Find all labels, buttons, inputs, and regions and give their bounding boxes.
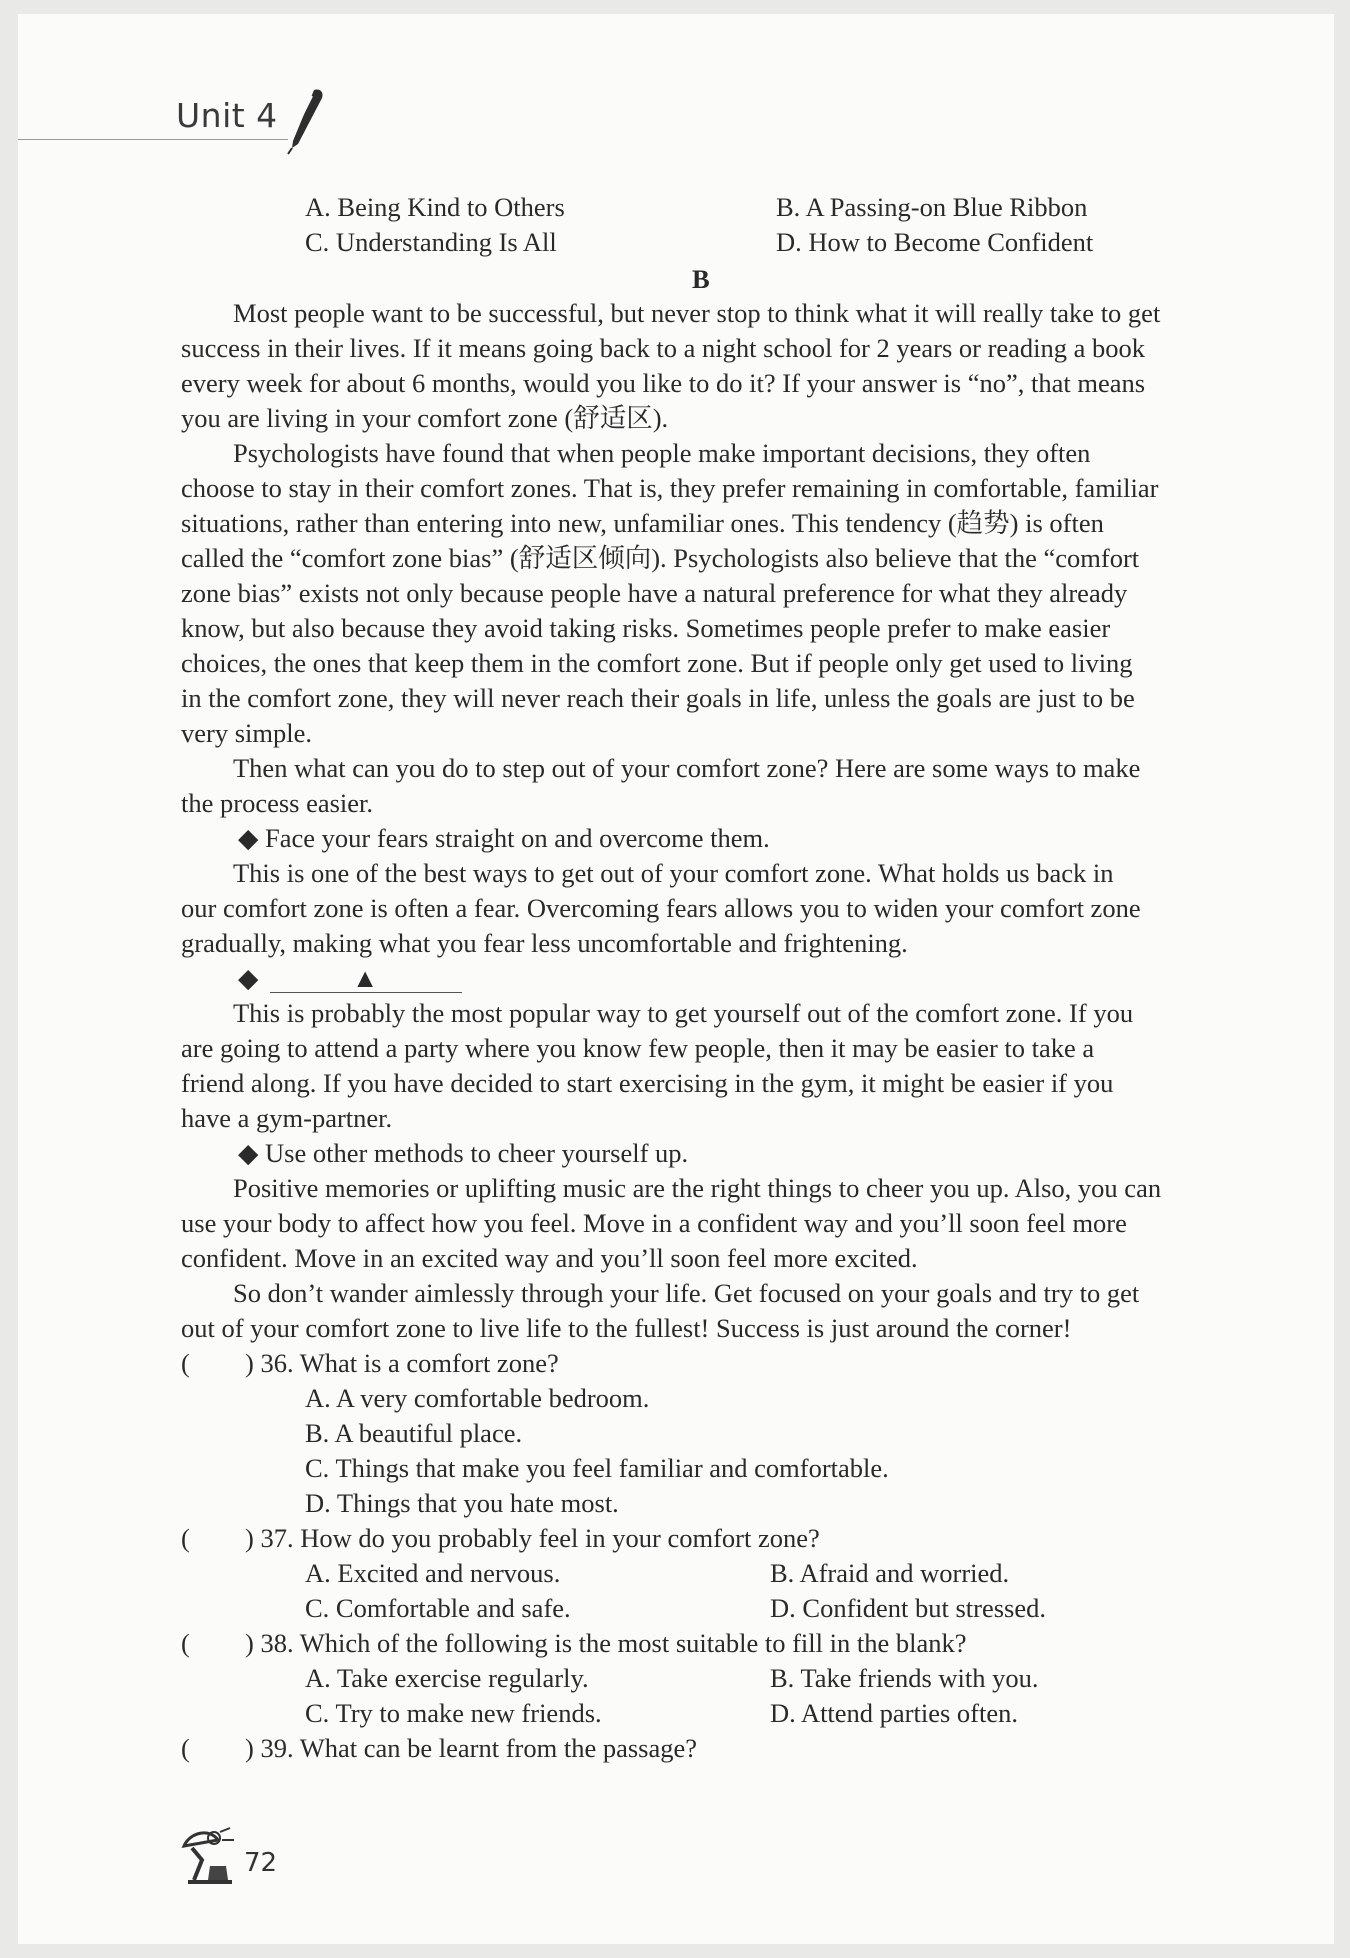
answer-paren: ( <box>181 1733 190 1763</box>
q38-option-c: C. Try to make new friends. <box>305 1698 602 1728</box>
passage-line: This is one of the best ways to get out of your comfort zone. What holds us back in <box>233 858 1114 888</box>
question-39-stem: ) 39. What can be learnt from the passage? <box>245 1733 698 1763</box>
passage-line: friend along. If you have decided to start exercising in the gym, it might be easier if you <box>181 1068 1114 1098</box>
section-heading: B <box>692 264 710 294</box>
bullet-point: ◆ Face your fears straight on and overcome them. <box>238 823 770 853</box>
passage-line: out of your comfort zone to live life to the fullest! Success is just around the corner! <box>181 1313 1072 1343</box>
question-37-stem: ) 37. How do you probably feel in your comfort zone? <box>245 1523 820 1553</box>
passage-line: success in their lives. If it means going back to a night school for 2 years or reading a book <box>181 333 1146 363</box>
fill-in-blank <box>270 992 462 993</box>
q38-option-a: A. Take exercise regularly. <box>305 1663 589 1693</box>
passage-line: called the “comfort zone bias” (舒适区倾向). Psychologists also believe that the “comfort <box>181 543 1140 573</box>
question-38-stem: ) 38. Which of the following is the most suitable to fill in the blank? <box>245 1628 967 1658</box>
q36-option-a: A. A very comfortable bedroom. <box>305 1383 650 1413</box>
answer-paren: ( <box>181 1348 190 1378</box>
blank-marker: ▲ <box>352 963 379 993</box>
q37-option-b: B. Afraid and worried. <box>770 1558 1010 1588</box>
passage-line: have a gym-partner. <box>181 1103 393 1133</box>
pen-icon <box>282 86 328 156</box>
passage-line: confident. Move in an excited way and you’ll soon feel more excited. <box>181 1243 918 1273</box>
q37-option-c: C. Comfortable and safe. <box>305 1593 571 1623</box>
header-divider <box>18 139 288 140</box>
answer-paren: ( <box>181 1523 190 1553</box>
passage-line: This is probably the most popular way to get yourself out of the comfort zone. If you <box>233 998 1134 1028</box>
passage-line: choose to stay in their comfort zones. That is, they prefer remaining in comfortable, familiar <box>181 473 1159 503</box>
passage-line: the process easier. <box>181 788 374 818</box>
passage-line: Most people want to be successful, but never stop to think what it will really take to get <box>233 298 1161 328</box>
passage-line: our comfort zone is often a fear. Overcoming fears allows you to widen your comfort zone <box>181 893 1141 923</box>
passage-line: choices, the ones that keep them in the comfort zone. But if people only get used to living <box>181 648 1133 678</box>
q36-option-d: D. Things that you hate most. <box>305 1488 619 1518</box>
passage-line: gradually, making what you fear less uncomfortable and frightening. <box>181 928 908 958</box>
q38-option-d: D. Attend parties often. <box>770 1698 1019 1728</box>
question-36-stem: ) 36. What is a comfort zone? <box>245 1348 559 1378</box>
passage-line: use your body to affect how you feel. Move in a confident way and you’ll soon feel more <box>181 1208 1127 1238</box>
passage-line: So don’t wander aimlessly through your life. Get focused on your goals and try to get <box>233 1278 1140 1308</box>
passage-line: you are living in your comfort zone (舒适区). <box>181 403 669 433</box>
q37-option-a: A. Excited and nervous. <box>305 1558 561 1588</box>
page-number: 72 <box>244 1848 278 1878</box>
q36-option-c: C. Things that make you feel familiar and comfortable. <box>305 1453 889 1483</box>
prev-option-d: D. How to Become Confident <box>776 227 1094 257</box>
passage-line: know, but also because they avoid taking risks. Sometimes people prefer to make easier <box>181 613 1111 643</box>
prev-option-a: A. Being Kind to Others <box>305 192 565 222</box>
bullet-point-blank: ◆ <box>238 963 259 993</box>
answer-paren: ( <box>181 1628 190 1658</box>
lamp-icon <box>180 1826 240 1886</box>
q36-option-b: B. A beautiful place. <box>305 1418 523 1448</box>
bullet-point: ◆ Use other methods to cheer yourself up. <box>238 1138 689 1168</box>
q38-option-b: B. Take friends with you. <box>770 1663 1039 1693</box>
passage-line: very simple. <box>181 718 312 748</box>
passage-line: zone bias” exists not only because people have a natural preference for what they already <box>181 578 1128 608</box>
passage-line: are going to attend a party where you know few people, then it may be easier to take a <box>181 1033 1095 1063</box>
unit-title: Unit 4 <box>176 96 278 135</box>
passage-line: Positive memories or uplifting music are the right things to cheer you up. Also, you can <box>233 1173 1162 1203</box>
passage-line: Psychologists have found that when people make important decisions, they often <box>233 438 1091 468</box>
passage-line: Then what can you do to step out of your comfort zone? Here are some ways to make <box>233 753 1141 783</box>
passage-line: situations, rather than entering into new, unfamiliar ones. This tendency (趋势) is often <box>181 508 1104 538</box>
prev-option-b: B. A Passing-on Blue Ribbon <box>776 192 1088 222</box>
passage-line: in the comfort zone, they will never reach their goals in life, unless the goals are just to be <box>181 683 1135 713</box>
passage-line: every week for about 6 months, would you like to do it? If your answer is “no”, that means <box>181 368 1146 398</box>
q37-option-d: D. Confident but stressed. <box>770 1593 1047 1623</box>
prev-option-c: C. Understanding Is All <box>305 227 557 257</box>
